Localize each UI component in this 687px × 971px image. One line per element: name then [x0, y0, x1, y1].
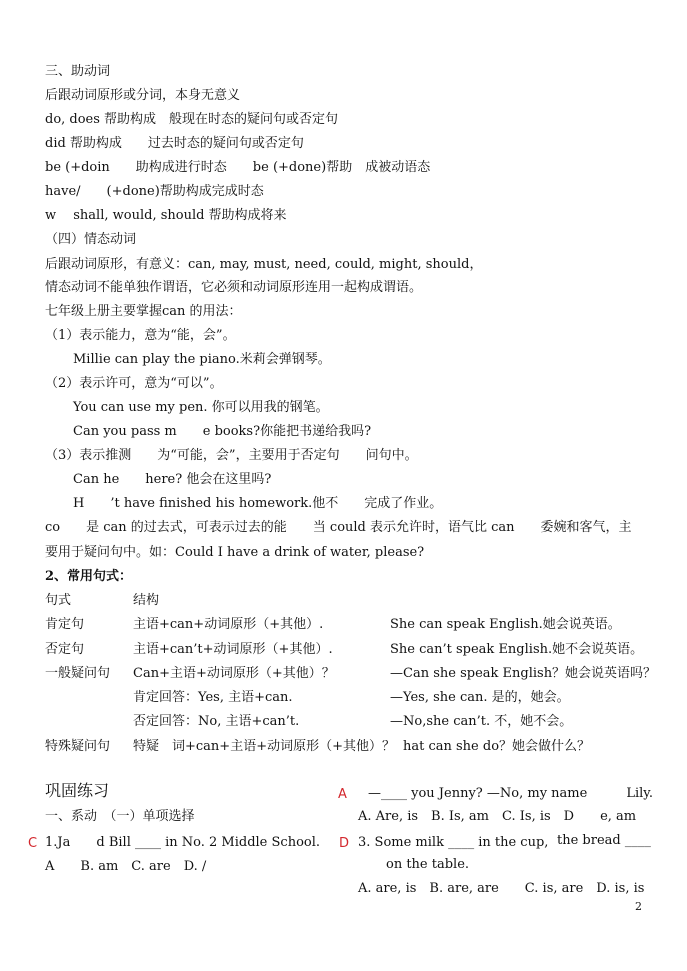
text-line: have/ (+done)帮助构成完成时态: [45, 184, 264, 199]
answer-mark: D: [339, 836, 350, 851]
question-text: 3. Some milk ____ in the cup,: [358, 835, 549, 850]
question-text-continued: the bread ____: [557, 833, 651, 848]
table-cell-example: hat can she do？她会做什么？: [403, 739, 591, 754]
example-line: You can use my pen. 你可以用我的钢笔。: [73, 400, 329, 415]
table-cell-structure: 否定回答：No, 主语+can’t.: [133, 714, 300, 729]
text-line: 七年级上册主要掌握can 的用法：: [45, 304, 242, 319]
text-line: co 是 can 的过去式，可表示过去的能 当 could 表示允许时，语气比 can 委婉和客气，主: [45, 520, 632, 535]
table-cell-structure: 主语+can+动词原形（+其他）.: [133, 617, 324, 632]
question-text: 1.Ja d Bill ____ in No. 2 Middle School.: [45, 835, 321, 850]
example-line: Can he here? 他会在这里吗?: [73, 472, 272, 487]
example-line: Can you pass m e books?你能把书递给我吗?: [73, 424, 372, 439]
text-line: （1）表示能力，意为“能，会”。: [45, 328, 236, 343]
text-line: 后跟动词原形或分词，本身无意义: [45, 88, 241, 103]
section-heading-modal-verbs: （四）情态动词: [45, 232, 137, 247]
text-line: 情态动词不能单独作谓语，它必须和动词原形连用一起构成谓语。: [45, 280, 423, 295]
text-line: 要用于疑问句中。如：Could I have a drink of water, please?: [45, 545, 425, 560]
section-heading-patterns: 2、常用句式：: [45, 569, 133, 584]
text-line: w shall, would, should 帮助构成将来: [45, 208, 287, 223]
practice-title: 巩固练习: [45, 781, 110, 800]
answer-mark: C: [28, 836, 38, 851]
page-number: 2: [635, 900, 642, 913]
table-cell-structure: 特疑 词+can+主语+动词原形（+其他）？: [133, 739, 395, 754]
example-line: H ’t have finished his homework.他不 完成了作业。: [73, 496, 443, 511]
practice-subtitle: 一、系动 （一）单项选择: [45, 809, 195, 824]
table-cell-example: She can speak English.她会说英语。: [390, 617, 621, 632]
table-cell-structure: 主语+can’t+动词原形（+其他）.: [133, 642, 333, 657]
table-header-structure: 结构: [133, 593, 160, 608]
table-cell-example: —Yes, she can. 是的，她会。: [390, 690, 570, 705]
text-line: 后跟动词原形，有意义：can, may, must, need, could, might, should，: [45, 257, 483, 272]
question-options: A. Are, is B. Is, am C. Is, is D e, am: [358, 809, 637, 824]
text-line: be (+doin 助构成进行时态 be (+done)帮助 成被动语态: [45, 160, 431, 175]
table-cell-structure: 肯定回答：Yes, 主语+can.: [133, 690, 293, 705]
text-line: did 帮助构成 过去时态的疑问句或否定句: [45, 136, 304, 151]
example-line: Millie can play the piano.米莉会弹钢琴。: [73, 352, 331, 367]
text-line: （2）表示许可，意为“可以”。: [45, 376, 223, 391]
table-cell-type: 肯定句: [45, 617, 85, 632]
question-options: A B. am C. are D. /: [45, 859, 207, 874]
table-header-type: 句式: [45, 593, 72, 608]
question-text-line2: on the table.: [386, 857, 470, 872]
table-cell-type: 一般疑问句: [45, 666, 111, 681]
section-heading-auxiliary-verbs: 三、助动词: [45, 64, 111, 79]
text-line: （3）表示推测 为“可能，会”，主要用于否定句 问句中。: [45, 448, 418, 463]
answer-mark: A: [338, 787, 347, 802]
table-cell-type: 特殊疑问句: [45, 739, 111, 754]
question-text: —____ you Jenny? —No, my name Lily.: [368, 786, 654, 801]
question-options: A. are, is B. are, are C. is, are D. is, is: [358, 881, 645, 896]
table-cell-structure: Can+主语+动词原形（+其他）？: [133, 666, 335, 681]
text-line: do, does 帮助构成 般现在时态的疑问句或否定句: [45, 112, 339, 127]
table-cell-example: She can’t speak English.她不会说英语。: [390, 642, 644, 657]
table-cell-example: —Can she speak English？她会说英语吗？: [390, 666, 657, 681]
table-cell-type: 否定句: [45, 642, 85, 657]
table-cell-example: —No,she can’t. 不，她不会。: [390, 714, 573, 729]
